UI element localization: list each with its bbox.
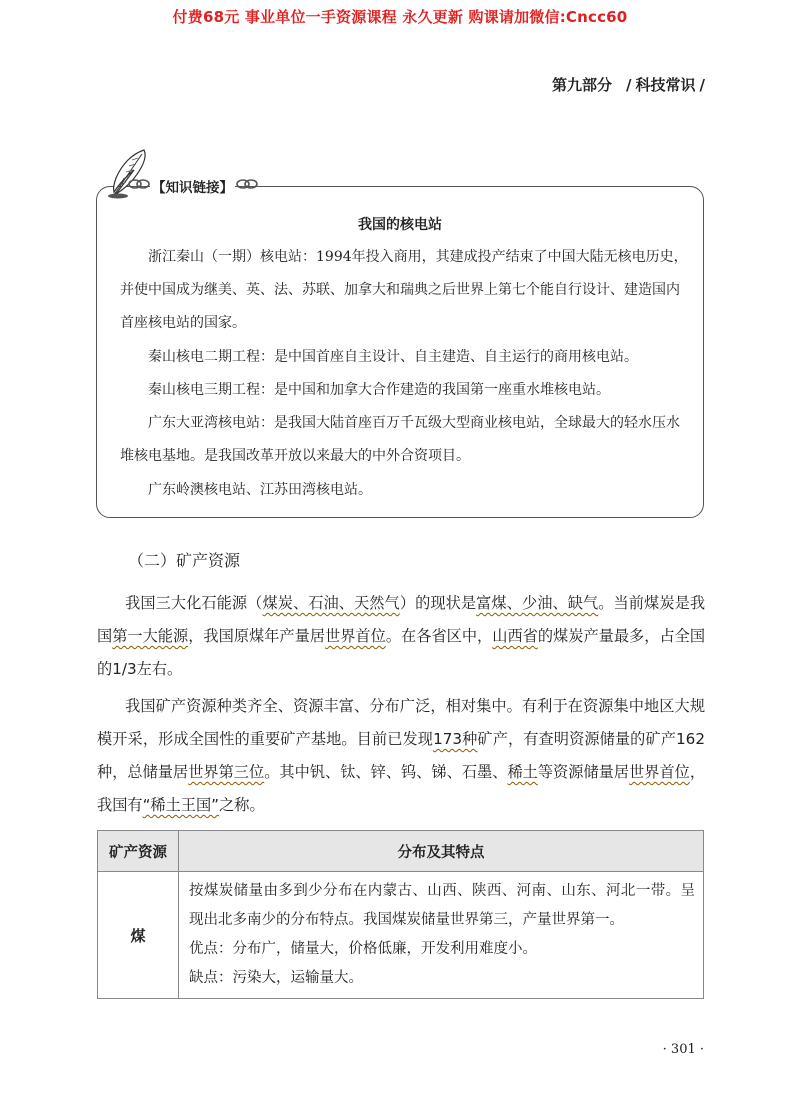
knowledge-paragraph: 浙江秦山（一期）核电站：1994年投入商用，其建成投产结束了中国大陆无核电历史，并使中国成为继美、英、法、苏联、加拿大和瑞典之后世界上第七个能自行设计、建造国内首座核电站的国家。 [120, 249, 688, 331]
table-header-row [98, 831, 704, 872]
chain-link-icon-right [236, 176, 258, 192]
body-paragraph-2: 我国矿产资源种类齐全、资源丰富、分布广泛，相对集中。有利于在资源集中地区大规模开采，形成全国性的重要矿产基地。目前已发现173种矿产，有查明资源储量的矿产162种，总储量居世界第三位。其中钒、钛、锌、钨、锑、石墨、稀土等资源储量居世界首位，我国有“稀土王国”之称。 [97, 697, 706, 814]
mineral-table [97, 830, 704, 999]
knowledge-paragraph: 秦山核电二期工程：是中国首座自主设计、自主建造、自主运行的商用核电站。 [148, 349, 638, 365]
part-label: 第九部分 [552, 76, 613, 94]
section-title: （二）矿产资源 [128, 551, 241, 570]
body-paragraph-1: 我国三大化石能源（煤炭、石油、天然气）的现状是富煤、少油、缺气。当前煤炭是我国第一大能源，我国原煤年产量居世界首位。在各省区中，山西省的煤炭产量最多，占全国的1/3左右。 [97, 594, 706, 678]
header-separator: / [626, 76, 632, 94]
watermark-banner: 付费68元 事业单位一手资源课程 永久更新 购课请加微信:Cncc60 [172, 8, 628, 26]
features-cell [179, 872, 704, 999]
chain-link-icon [128, 176, 150, 192]
feature-line: 缺点：污染大，运输量大。 [189, 970, 363, 986]
page-header [552, 74, 705, 95]
knowledge-title: 我国的核电站 [358, 217, 442, 233]
column-header-features: 分布及其特点 [179, 831, 704, 872]
header-separator-end: / [699, 76, 705, 94]
knowledge-tag: 【知识链接】 [150, 176, 235, 196]
knowledge-paragraph: 秦山核电三期工程：是中国和加拿大合作建造的我国第一座重水堆核电站。 [148, 382, 610, 398]
feature-line: 按煤炭储量由多到少分布在内蒙古、山西、陕西、河南、山东、河北一带。呈现出北多南少的分布特点。我国煤炭储量世界第三，产量世界第一。 [189, 883, 695, 928]
knowledge-paragraph: 广东岭澳核电站、江苏田湾核电站。 [148, 482, 372, 498]
table-row [98, 872, 704, 999]
feature-line: 优点：分布广，储量大，价格低廉，开发利用难度小。 [189, 941, 537, 957]
quill-pen-icon [104, 148, 150, 200]
section-label: 科技常识 [635, 76, 696, 94]
resource-cell: 煤 [98, 872, 179, 999]
page-number: · 301 · [662, 1042, 704, 1057]
column-header-resource: 矿产资源 [98, 831, 179, 872]
knowledge-paragraph: 广东大亚湾核电站：是我国大陆首座百万千瓦级大型商业核电站，全球最大的轻水压水堆核电基地。是我国改革开放以来最大的中外合资项目。 [120, 415, 680, 464]
